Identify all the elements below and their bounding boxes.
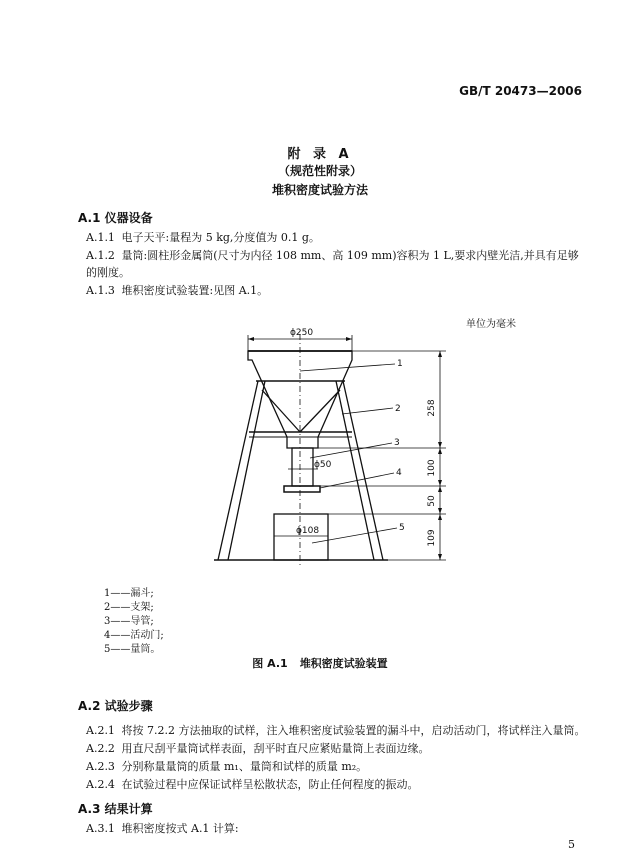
figure-caption-number: 图 A.1 [252,657,288,670]
legend-item-2: 2——支架; [104,602,154,613]
dim-h3: 50 [427,495,437,507]
standard-code: GB/T 20473—2006 [459,84,582,98]
clause-number: A.1.1 [86,231,115,244]
clause-text: 用直尺刮平量筒试样表面，刮平时直尺应紧贴量筒上表面边缘。 [121,742,430,755]
callout-4: 4 [396,468,402,478]
section-heading-a1: A.1 仪器设备 [78,211,153,225]
legend-item-3: 3——导管; [104,616,154,627]
dim-h1: 258 [427,399,437,417]
dim-guide-diameter: ϕ50 [314,460,332,470]
paragraph-a2-3 [86,758,367,776]
figure-caption-text: 堆积密度试验装置 [299,657,388,670]
clause-number: A.2.3 [86,760,115,773]
dim-cylinder-diameter: ϕ108 [296,526,320,536]
clause-text: 将按 7.2.2 方法抽取的试样，注入堆积密度试验装置的漏斗中，启动活动门，将试样注入量筒。 [121,724,586,737]
clause-number: A.3.1 [86,822,115,835]
clause-number: A.1.2 [86,249,115,262]
legend-item-4: 4——活动门; [104,630,164,641]
measuring-cylinder [274,514,328,560]
dim-h2: 100 [427,459,437,477]
section-heading-a3: A.3 结果计算 [78,802,153,816]
clause-text: 堆积密度试验装置:见图 A.1。 [121,284,269,297]
clause-number: A.2.1 [86,724,115,737]
appendix-normative: （规范性附录） [277,164,362,178]
paragraph-a2-2 [86,740,430,758]
appendix-title: 堆积密度试验方法 [271,183,368,197]
callout-3: 3 [394,438,400,448]
legend-item-1: 1——漏斗; [104,588,154,599]
unit-note: 单位为毫米 [466,319,516,330]
clause-text: 堆积密度按式 A.1 计算: [121,822,239,835]
appendix-label: 附 录 A [287,147,353,162]
clause-text: 在试验过程中应保证试样呈松散状态，防止任何程度的振动。 [121,778,419,791]
dim-top-diameter: ϕ250 [290,328,314,338]
clause-text: 的刚度。 [86,266,130,279]
guide-tube [292,448,313,486]
clause-number: A.2.2 [86,742,115,755]
paragraph-a2-4 [86,776,419,794]
clause-text: 电子天平:量程为 5 kg,分度值为 0.1 g。 [121,231,320,244]
dim-h4: 109 [427,529,437,547]
callout-2: 2 [395,404,401,414]
paragraph-a3-1 [86,820,239,838]
section-heading-a2: A.2 试验步骤 [78,699,153,713]
callout-1: 1 [397,359,403,369]
legend-item-5: 5——量筒。 [104,644,161,655]
gate-plate [284,486,320,492]
clause-text: 量筒:圆柱形金属筒(尺寸为内径 108 mm、高 109 mm)容积为 1 L,要求内壁光洁,并具有足够 [121,249,579,262]
clause-number: A.1.3 [86,284,115,297]
clause-number: A.2.4 [86,778,115,791]
paragraph-a2-1 [86,722,585,740]
callout-5: 5 [399,523,405,533]
figure-caption [0,655,640,671]
page-number: 5 [568,838,575,851]
clause-text: 分别称量量筒的质量 m₁、量筒和试样的质量 m₂。 [121,760,368,773]
